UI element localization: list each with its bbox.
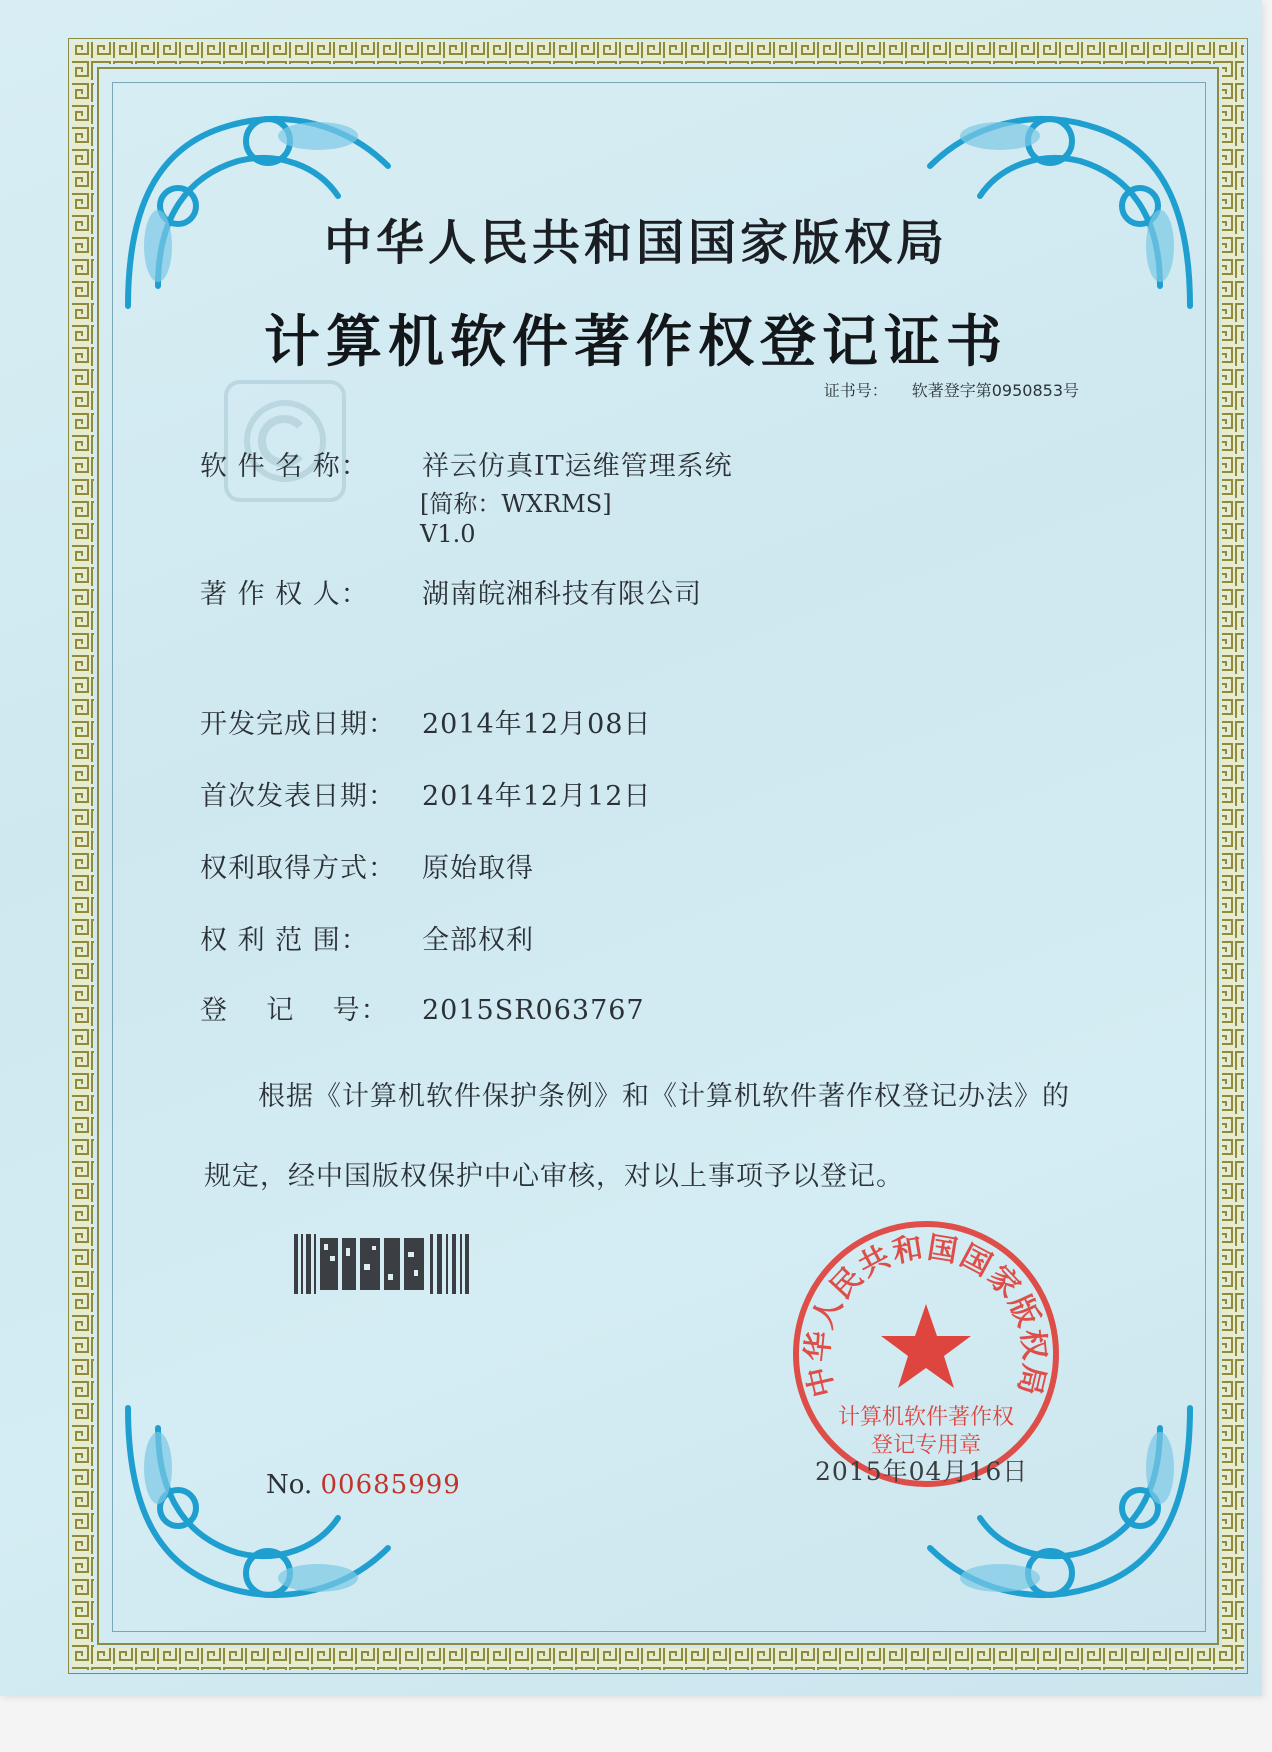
dev-date-row bbox=[200, 702, 651, 741]
watermark-emblem-icon bbox=[222, 378, 348, 504]
registration-value: 2015SR063767 bbox=[422, 995, 645, 1026]
registration-row bbox=[200, 988, 645, 1027]
serial-number-value: 00685999 bbox=[320, 1470, 461, 1500]
certificate-number-label: 证书号： bbox=[823, 381, 888, 400]
dev-date-label: 开发完成日期： bbox=[200, 709, 396, 740]
registration-label: 登 记 号： bbox=[200, 995, 389, 1026]
barcode-icon bbox=[294, 1234, 470, 1294]
seal-outer-text: 中华人民共和国国家版权局 bbox=[800, 1230, 1052, 1401]
seal-star-icon bbox=[881, 1304, 971, 1388]
software-name-label: 软 件 名 称： bbox=[200, 451, 369, 482]
pub-date-value: 2014年12月12日 bbox=[422, 781, 652, 812]
scope-label: 权 利 范 围： bbox=[200, 925, 369, 956]
certificate-title: 计算机软件著作权登记证书 bbox=[264, 310, 1008, 375]
owner-value: 湖南皖湘科技有限公司 bbox=[422, 579, 702, 610]
seal-inner-line-2: 登记专用章 bbox=[870, 1433, 982, 1458]
software-name-row bbox=[200, 444, 733, 483]
acquisition-row bbox=[200, 846, 534, 885]
certificate-number-value: 软著登字第0950853号 bbox=[911, 381, 1079, 400]
dev-date-value: 2014年12月08日 bbox=[422, 709, 652, 740]
seal-inner-line-1: 计算机软件著作权 bbox=[837, 1405, 1015, 1430]
owner-label: 著 作 权 人： bbox=[200, 579, 369, 610]
scope-value: 全部权利 bbox=[422, 925, 534, 956]
serial-number-label: No. bbox=[266, 1470, 313, 1500]
software-version: V1.0 bbox=[420, 520, 476, 548]
certificate-number bbox=[824, 378, 1079, 401]
statement-line-1: 根据《计算机软件保护条例》和《计算机软件著作权登记办法》的 bbox=[258, 1081, 1070, 1112]
owner-row bbox=[200, 572, 702, 611]
software-name-value: 祥云仿真IT运维管理系统 bbox=[422, 451, 733, 482]
pub-date-row bbox=[200, 774, 651, 813]
corner-ornament-top-left bbox=[118, 86, 418, 316]
pub-date-label: 首次发表日期： bbox=[200, 781, 396, 812]
software-abbreviation: [简称：WXRMS] bbox=[420, 490, 612, 518]
corner-ornament-top-right bbox=[900, 86, 1200, 316]
issue-date: 2015年04月16日 bbox=[815, 1457, 1029, 1486]
scope-row bbox=[200, 918, 534, 957]
statement-line-2: 规定，经中国版权保护中心审核，对以上事项予以登记。 bbox=[204, 1161, 904, 1192]
serial-number bbox=[266, 1470, 461, 1500]
corner-ornament-bottom-left bbox=[118, 1398, 418, 1628]
issuing-authority: 中华人民共和国国家版权局 bbox=[323, 215, 948, 271]
acquisition-value: 原始取得 bbox=[422, 853, 534, 884]
acquisition-label: 权利取得方式： bbox=[200, 853, 396, 884]
